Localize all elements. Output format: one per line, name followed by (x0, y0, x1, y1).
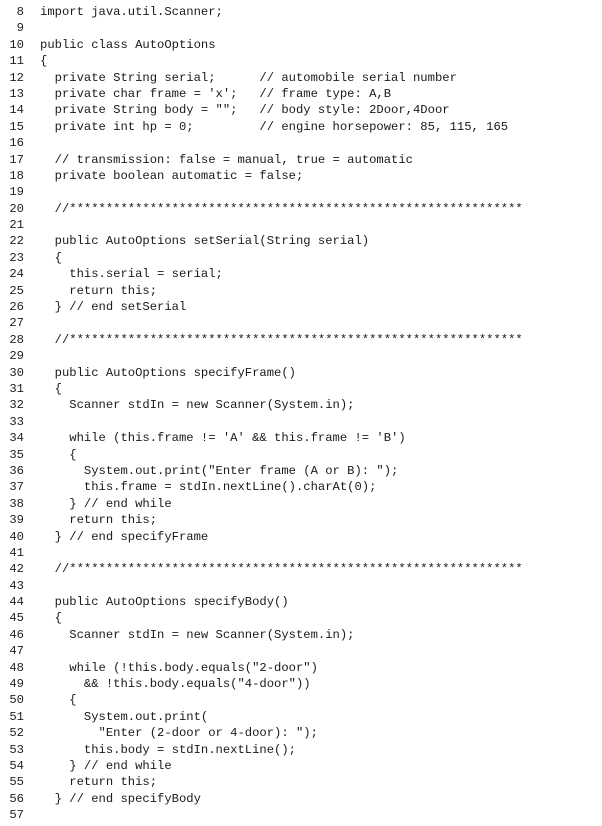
code-line (0, 512, 602, 528)
code-line (0, 791, 602, 807)
line-number: 38 (9, 496, 24, 511)
code-line (0, 709, 602, 725)
line-number: 10 (9, 37, 24, 52)
line-number: 37 (9, 480, 24, 495)
code-line (0, 299, 602, 315)
line-number: 45 (9, 611, 24, 626)
code-line (0, 742, 602, 758)
line-number: 24 (9, 267, 24, 282)
line-number: 34 (9, 431, 24, 446)
code-text: private String body = ""; // body style: 2Door,4Door (40, 103, 450, 118)
code-line (0, 529, 602, 545)
code-line (0, 102, 602, 118)
code-line (0, 807, 602, 823)
code-text: public AutoOptions specifyBody() (40, 595, 289, 610)
line-number: 47 (9, 644, 24, 659)
code-text: return this; (40, 775, 158, 790)
line-number: 17 (9, 152, 24, 167)
code-line (0, 20, 602, 36)
code-text: public AutoOptions setSerial(String serial) (40, 234, 370, 249)
line-number: 52 (9, 726, 24, 741)
code-text (24, 545, 40, 561)
line-number: 8 (16, 5, 24, 19)
code-line (0, 332, 602, 348)
code-line (0, 479, 602, 495)
code-text: { (40, 54, 48, 69)
line-number: 40 (9, 529, 24, 544)
code-text: import java.util.Scanner; (40, 5, 223, 19)
line-number: 41 (9, 545, 24, 560)
code-line (0, 676, 602, 692)
code-text: this.serial = serial; (40, 267, 223, 282)
code-text (24, 217, 40, 233)
code-text: while (!this.body.equals("2-door") (40, 660, 318, 675)
code-line (0, 37, 602, 53)
line-number: 23 (9, 250, 24, 265)
line-number: 16 (9, 136, 24, 151)
line-number: 55 (9, 775, 24, 790)
code-text: public class AutoOptions (40, 37, 216, 52)
code-text: "Enter (2-door or 4-door): "); (40, 726, 318, 741)
code-text (24, 135, 40, 151)
line-number: 30 (9, 365, 24, 380)
code-text: } // end while (40, 758, 172, 773)
line-number: 54 (9, 758, 24, 773)
line-number: 27 (9, 316, 24, 331)
line-number: 51 (9, 709, 24, 724)
code-line (0, 610, 602, 626)
code-text: return this; (40, 513, 158, 528)
line-number: 21 (9, 218, 24, 233)
line-number: 42 (9, 562, 24, 577)
line-number: 33 (9, 414, 24, 429)
code-line (0, 496, 602, 512)
code-line (0, 594, 602, 610)
code-line (0, 250, 602, 266)
code-line (0, 70, 602, 86)
code-line (0, 774, 602, 790)
code-text: Scanner stdIn = new Scanner(System.in); (40, 398, 355, 413)
line-number: 36 (9, 463, 24, 478)
code-line (0, 447, 602, 463)
code-text: public AutoOptions specifyFrame() (40, 365, 296, 380)
code-line (0, 152, 602, 168)
code-text: private int hp = 0; // engine horsepower: 85, 115, 165 (40, 119, 509, 134)
code-text (24, 20, 40, 36)
code-text (24, 315, 40, 331)
line-number: 9 (16, 21, 24, 36)
line-number: 46 (9, 627, 24, 642)
code-line (0, 135, 602, 151)
code-line (0, 168, 602, 184)
code-line (0, 578, 602, 594)
code-line (0, 201, 602, 217)
code-line (0, 463, 602, 479)
line-number: 13 (9, 86, 24, 101)
line-number: 15 (9, 119, 24, 134)
line-number: 26 (9, 300, 24, 315)
code-text (24, 807, 40, 823)
code-line (0, 725, 602, 741)
code-text: private char frame = 'x'; // frame type: A,B (40, 86, 392, 101)
line-number: 48 (9, 660, 24, 675)
code-line (0, 348, 602, 364)
code-line (0, 381, 602, 397)
line-number: 44 (9, 595, 24, 610)
code-line (0, 758, 602, 774)
line-number: 18 (9, 168, 24, 183)
code-text: } // end while (40, 496, 172, 511)
code-line (0, 266, 602, 282)
code-line (0, 217, 602, 233)
code-text: { (40, 611, 62, 626)
line-number: 11 (9, 54, 24, 69)
line-number: 32 (9, 398, 24, 413)
code-line (0, 283, 602, 299)
line-number: 57 (9, 808, 24, 823)
code-text: } // end specifyFrame (40, 529, 209, 544)
code-line (0, 86, 602, 102)
code-text: { (40, 693, 77, 708)
code-line (0, 627, 602, 643)
code-line (0, 119, 602, 135)
line-number: 56 (9, 791, 24, 806)
code-text: System.out.print( (40, 709, 209, 724)
line-number: 14 (9, 103, 24, 118)
line-number: 22 (9, 234, 24, 249)
code-text: { (40, 447, 77, 462)
code-line (0, 414, 602, 430)
line-number: 20 (9, 201, 24, 216)
line-number: 53 (9, 742, 24, 757)
line-number: 28 (9, 332, 24, 347)
code-text (24, 578, 40, 594)
code-text: Scanner stdIn = new Scanner(System.in); (40, 627, 355, 642)
code-text: this.frame = stdIn.nextLine().charAt(0); (40, 480, 377, 495)
code-line (0, 365, 602, 381)
code-line (0, 397, 602, 413)
code-text: // transmission: false = manual, true = automatic (40, 152, 413, 167)
line-number: 12 (9, 70, 24, 85)
code-line (0, 660, 602, 676)
code-text: this.body = stdIn.nextLine(); (40, 742, 296, 757)
code-line (0, 315, 602, 331)
code-line (0, 184, 602, 200)
code-text: private boolean automatic = false; (40, 168, 304, 183)
code-text (24, 414, 40, 430)
code-line (0, 233, 602, 249)
code-text (24, 643, 40, 659)
code-text: private String serial; // automobile serial number (40, 70, 457, 85)
code-text: { (40, 250, 62, 265)
code-line (0, 643, 602, 659)
code-text: System.out.print("Enter frame (A or B): "); (40, 463, 399, 478)
code-text: while (this.frame != 'A' && this.frame != 'B') (40, 431, 406, 446)
code-text (24, 184, 40, 200)
line-number: 31 (9, 381, 24, 396)
code-line (0, 545, 602, 561)
code-text: //************************************************************** (40, 201, 523, 216)
code-line (0, 430, 602, 446)
code-text: //************************************************************** (40, 332, 523, 347)
line-number: 49 (9, 677, 24, 692)
code-line (0, 561, 602, 577)
line-number: 25 (9, 283, 24, 298)
code-listing (0, 4, 602, 824)
line-number: 39 (9, 513, 24, 528)
line-number: 35 (9, 447, 24, 462)
code-line (0, 692, 602, 708)
code-text: } // end specifyBody (40, 791, 201, 806)
code-line (0, 4, 602, 20)
line-number: 29 (9, 349, 24, 364)
code-line (0, 53, 602, 69)
code-text: //************************************************************** (40, 562, 523, 577)
line-number: 19 (9, 185, 24, 200)
code-text: && !this.body.equals("4-door")) (40, 677, 311, 692)
code-text: { (40, 381, 62, 396)
code-text: return this; (40, 283, 158, 298)
line-number: 43 (9, 578, 24, 593)
line-number: 50 (9, 693, 24, 708)
code-text: } // end setSerial (40, 300, 187, 315)
code-text (24, 348, 40, 364)
